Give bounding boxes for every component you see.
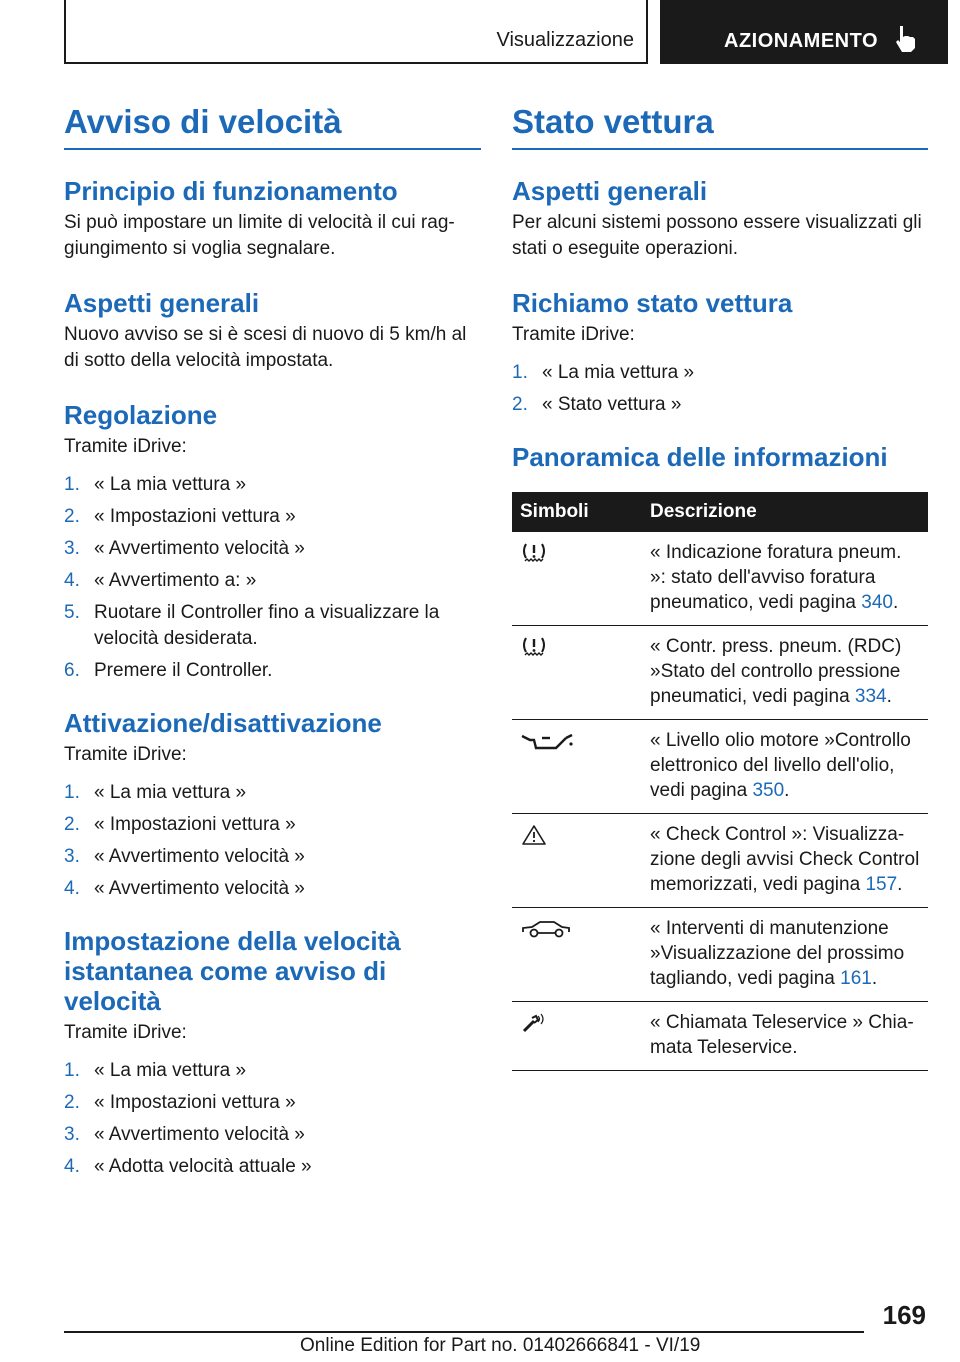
text-operating-principle: Si può impostare un limite di velocità il cui raggiungimento si voglia segnalare. bbox=[64, 212, 455, 259]
heading-general-right: Aspetti generali bbox=[512, 176, 708, 206]
footer-edition: Online Edition for Part no. 01402666841 - VI/19 bbox=[300, 1335, 701, 1356]
list-item: 2. « Stato vettura » bbox=[512, 394, 682, 415]
hand-pointer-icon bbox=[892, 24, 920, 54]
oil-can-icon bbox=[520, 730, 574, 752]
table-row bbox=[512, 532, 928, 626]
header-chapter-tab[interactable] bbox=[660, 0, 948, 64]
table-row bbox=[512, 814, 928, 908]
page-title-vehicle-status: Stato vettura bbox=[512, 100, 928, 150]
heading-call-status: Richiamo stato vettura bbox=[512, 288, 793, 318]
list-item: 1. « La mia vettura » bbox=[512, 362, 695, 383]
page-link[interactable]: 350 bbox=[752, 780, 785, 801]
list-item: 1. « La mia vettura » bbox=[64, 1060, 247, 1081]
list-item: 3. « Avvertimento velocità » bbox=[64, 846, 305, 867]
header-section-label: Visualizzazione bbox=[496, 29, 634, 51]
list-item: 3. « Avvertimento velocità » bbox=[64, 538, 305, 559]
text-general-right: Per alcuni sistemi possono essere visualizzati gli stati o eseguite operazioni. bbox=[512, 212, 922, 259]
list-item: 5. Ruotare il Controller fino a visualizzare la velocità desiderata. bbox=[64, 602, 440, 649]
tire-pressure-warning-icon bbox=[520, 636, 548, 658]
row-description: « Indicazione foratura pneum. »: stato dell'avviso foratura pneumatico, vedi pagina 340. bbox=[642, 532, 928, 626]
page-link[interactable]: 334 bbox=[854, 686, 887, 707]
row-description: « Interventi di manutenzione »Visualizzazione del prossimo tagliando, vedi pagina 161. bbox=[642, 908, 928, 1002]
page-link[interactable]: 161 bbox=[840, 968, 872, 989]
list-item: 1. « La mia vettura » bbox=[64, 782, 247, 803]
heading-operating-principle: Principio di funzionamento bbox=[64, 176, 398, 206]
row-description: « Check Control »: Visualizzazione degli avvisi Check Control memorizzati, vedi pagina 157. bbox=[642, 814, 928, 908]
steps-current-speed bbox=[64, 1058, 481, 1180]
table-row bbox=[512, 626, 928, 720]
page-link[interactable]: 157 bbox=[865, 874, 898, 895]
text-call-status-intro: Tramite iDrive: bbox=[512, 324, 635, 345]
service-car-icon bbox=[520, 918, 572, 940]
teleservice-wrench-icon bbox=[520, 1012, 548, 1034]
table-row bbox=[512, 720, 928, 814]
text-general: Nuovo avviso se si è scesi di nuovo di 5 km/h al di sotto della velocità impostata. bbox=[64, 324, 467, 371]
row-description: « Contr. press. pneum. (RDC) »Stato del controllo pressione pneumatici, vedi pagina 334. bbox=[642, 626, 928, 720]
info-table bbox=[512, 492, 928, 1071]
row-description: « Chiamata Teleservice » Chiamata Teleservice. bbox=[642, 1002, 928, 1071]
left-column bbox=[64, 100, 481, 1186]
heading-overview: Panoramica delle informazioni bbox=[512, 442, 888, 472]
list-item: 6. Premere il Controller. bbox=[64, 660, 273, 681]
footer-divider bbox=[64, 1331, 864, 1333]
list-item: 2. « Impostazioni vettura » bbox=[64, 1092, 296, 1113]
table-row bbox=[512, 908, 928, 1002]
list-item: 4. « Avvertimento a: » bbox=[64, 570, 257, 591]
header-chapter-label: AZIONAMENTO bbox=[724, 30, 879, 52]
list-item: 2. « Impostazioni vettura » bbox=[64, 506, 296, 527]
table-header-symbols: Simboli bbox=[512, 492, 642, 532]
row-description: « Livello olio motore »Controllo elettronico del livello dell'olio, vedi pagina 350. bbox=[642, 720, 928, 814]
steps-activation bbox=[64, 780, 481, 902]
list-item: 2. « Impostazioni vettura » bbox=[64, 814, 296, 835]
heading-setting: Regolazione bbox=[64, 400, 218, 430]
heading-current-speed: Impostazione della velocità istantanea come avviso di velocità bbox=[64, 926, 401, 1016]
table-header-row bbox=[512, 492, 928, 532]
list-item: 3. « Avvertimento velocità » bbox=[64, 1124, 305, 1145]
list-item: 4. « Adotta velocità attuale » bbox=[64, 1156, 312, 1177]
steps-call-status bbox=[512, 360, 928, 418]
steps-setting bbox=[64, 472, 481, 684]
table-header-description: Descrizione bbox=[642, 492, 928, 532]
header-section-box bbox=[64, 0, 648, 64]
page-link[interactable]: 340 bbox=[861, 592, 893, 613]
text-setting-intro: Tramite iDrive: bbox=[64, 436, 187, 457]
right-column bbox=[512, 100, 928, 1071]
warning-triangle-icon bbox=[520, 824, 548, 846]
page-title-speed-warning: Avviso di velocità bbox=[64, 100, 481, 150]
list-item: 4. « Avvertimento velocità » bbox=[64, 878, 305, 899]
table-row bbox=[512, 1002, 928, 1071]
text-activation-intro: Tramite iDrive: bbox=[64, 744, 187, 765]
heading-activation: Attivazione/disattivazione bbox=[64, 708, 382, 738]
text-current-speed-intro: Tramite iDrive: bbox=[64, 1022, 187, 1043]
page-number: 169 bbox=[882, 1300, 926, 1330]
tire-pressure-warning-icon bbox=[520, 542, 548, 564]
heading-general: Aspetti generali bbox=[64, 288, 260, 318]
list-item: 1. « La mia vettura » bbox=[64, 474, 247, 495]
